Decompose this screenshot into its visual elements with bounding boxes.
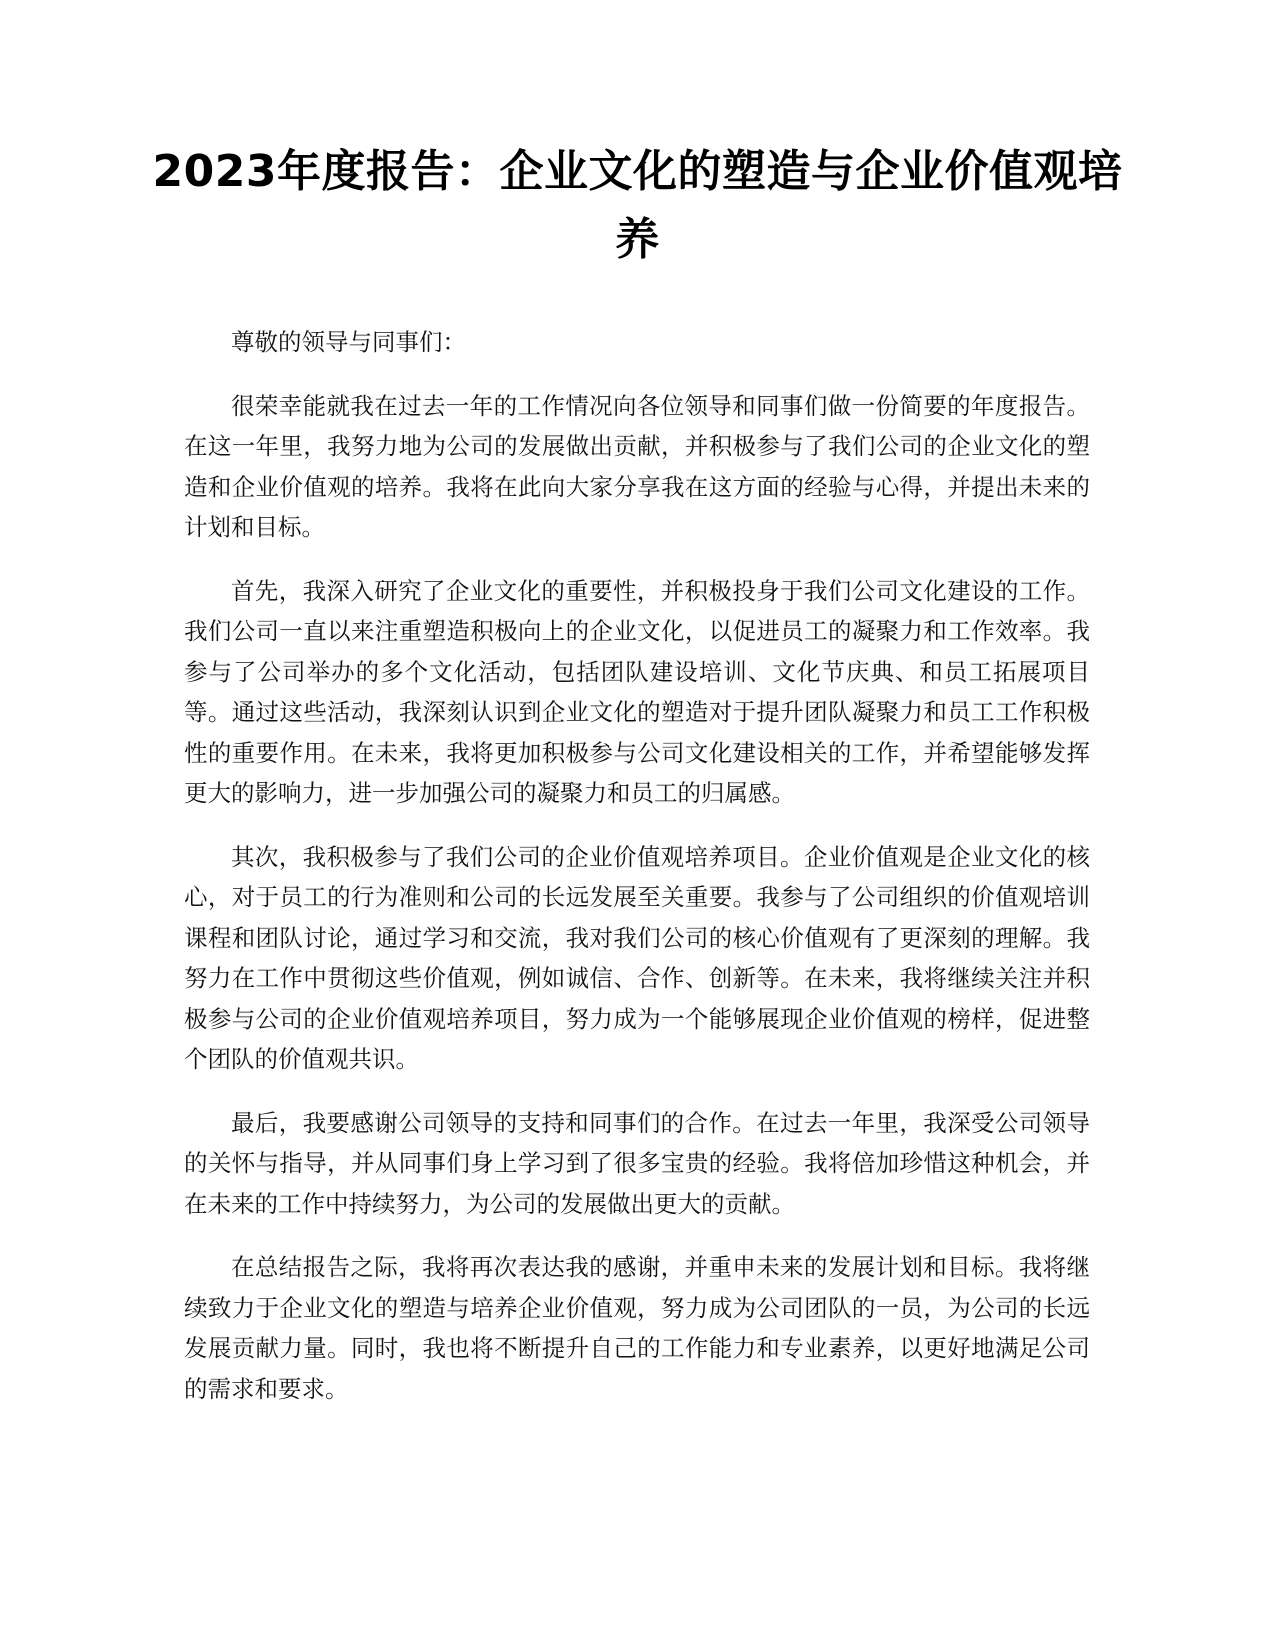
document-title: 2023年度报告：企业文化的塑造与企业价值观培养 [152, 146, 1123, 265]
paragraph-values: 其次，我积极参与了我们公司的企业价值观培养项目。企业价值观是企业文化的核心，对于员工的行为准则和公司的长远发展至关重要。我参与了公司组织的价值观培训课程和团队讨论，通过学习和交流，我对我们公司的核心价值观有了更深刻的理解。我努力在工作中贯彻这些价值观，例如诚信、合作、创新等。在未来，我将继续关注并积极参与公司的企业价值观培养项目，努力成为一个能够展现企业价值观的榜样，促进整个团队的价值观共识。 [184, 842, 1090, 1073]
paragraph-culture: 首先，我深入研究了企业文化的重要性，并积极投身于我们公司文化建设的工作。我们公司一直以来注重塑造积极向上的企业文化，以促进员工的凝聚力和工作效率。我参与了公司举办的多个文化活动，包括团队建设培训、文化节庆典、和员工拓展项目等。通过这些活动，我深刻认识到企业文化的塑造对于提升团队凝聚力和员工工作积极性的重要作用。在未来，我将更加积极参与公司文化建设相关的工作，并希望能够发挥更大的影响力，进一步加强公司的凝聚力和员工的归属感。 [184, 576, 1090, 807]
salutation: 尊敬的领导与同事们： [231, 328, 466, 356]
paragraph-conclusion: 在总结报告之际，我将再次表达我的感谢，并重申未来的发展计划和目标。我将继续致力于企业文化的塑造与培养企业价值观，努力成为公司团队的一员，为公司的长远发展贡献力量。同时，我也将不断提升自己的工作能力和专业素养，以更好地满足公司的需求和要求。 [184, 1253, 1090, 1403]
document-body [184, 322, 1090, 1432]
paragraph-thanks: 最后，我要感谢公司领导的支持和同事们的合作。在过去一年里，我深受公司领导的关怀与指导，并从同事们身上学习到了很多宝贵的经验。我将倍加珍惜这种机会，并在未来的工作中持续努力，为公司的发展做出更大的贡献。 [184, 1108, 1090, 1218]
paragraph-intro: 很荣幸能就我在过去一年的工作情况向各位领导和同事们做一份简要的年度报告。在这一年里，我努力地为公司的发展做出贡献，并积极参与了我们公司的企业文化的塑造和企业价值观的培养。我将在此向大家分享我在这方面的经验与心得，并提出未来的计划和目标。 [184, 391, 1090, 541]
